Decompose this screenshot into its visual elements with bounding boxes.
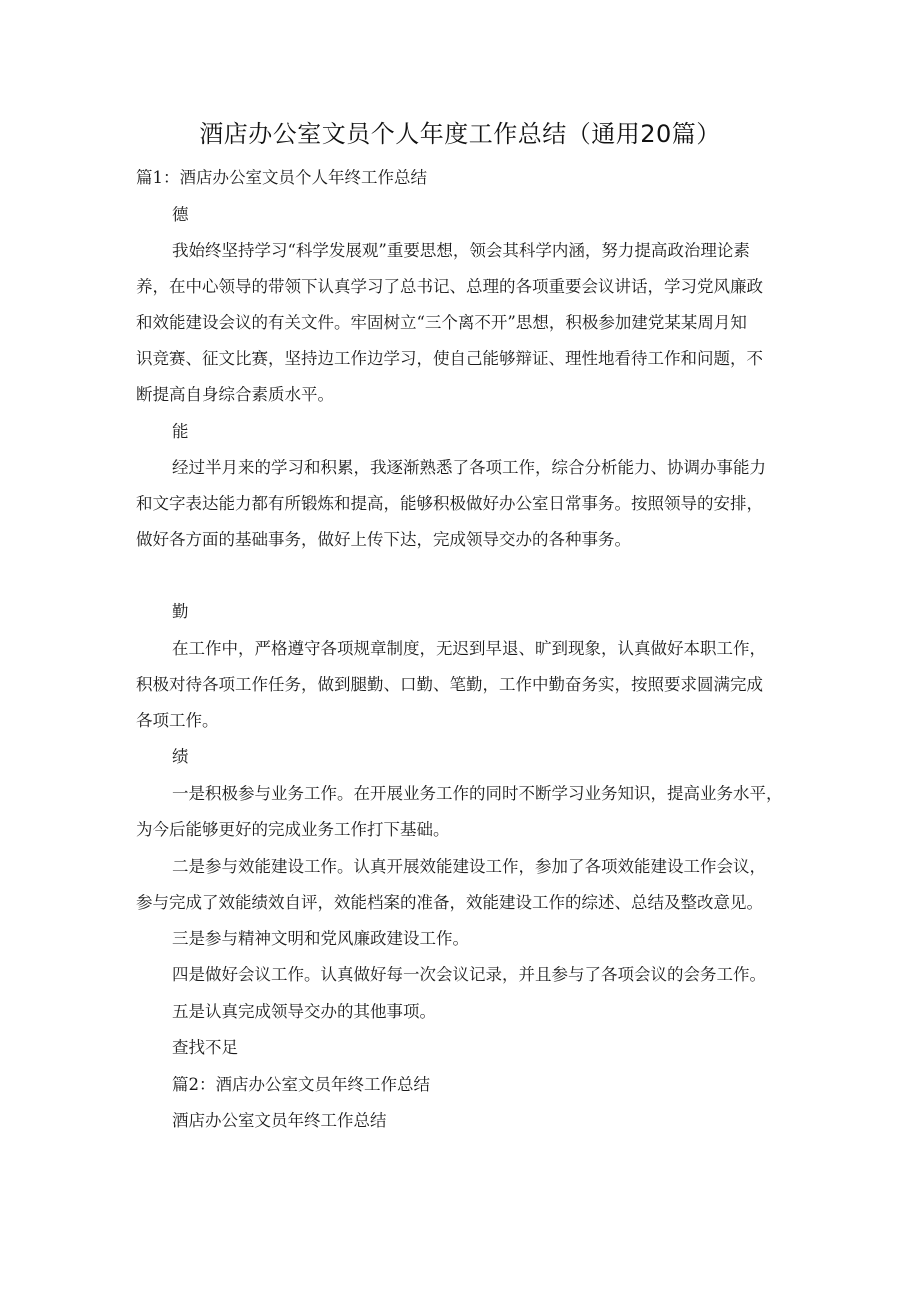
document-title: 酒店办公室文员个人年度工作总结（通用20篇） bbox=[199, 120, 721, 148]
section-1-heading: 篇1：酒店办公室文员个人年终工作总结 bbox=[136, 168, 427, 187]
neng-paragraph-line: 和文字表达能力都有所锻炼和提高，能够积极做好办公室日常事务。按照领导的安排， bbox=[136, 494, 763, 513]
ji-item-1-line: 一是积极参与业务工作。在开展业务工作的同时不断学习业务知识，提高业务水平， bbox=[172, 784, 783, 803]
neng-heading: 能 bbox=[172, 422, 189, 441]
ji-item-1-line: 为今后能够更好的完成业务工作打下基础。 bbox=[136, 820, 450, 839]
de-heading: 德 bbox=[172, 205, 189, 224]
qin-paragraph-line: 在工作中，严格遵守各项规章制度，无迟到早退、旷到现象，认真做好本职工作， bbox=[172, 639, 766, 658]
neng-paragraph-line: 经过半月来的学习和积累，我逐渐熟悉了各项工作，综合分析能力、协调办事能力 bbox=[172, 458, 766, 477]
de-paragraph-line: 养，在中心领导的带领下认真学习了总书记、总理的各项重要会议讲话，学习党风廉政 bbox=[136, 277, 763, 296]
ji-item-5: 五是认真完成领导交办的其他事项。 bbox=[172, 1002, 436, 1021]
qin-heading: 勤 bbox=[172, 602, 189, 621]
de-paragraph-line: 识竞赛、征文比赛，坚持边工作边学习，使自己能够辩证、理性地看待工作和问题，不 bbox=[136, 349, 763, 368]
ji-heading: 绩 bbox=[172, 747, 189, 766]
section-2-subtitle: 酒店办公室文员年终工作总结 bbox=[172, 1111, 387, 1130]
ji-item-2-line: 二是参与效能建设工作。认真开展效能建设工作，参加了各项效能建设工作会议， bbox=[172, 857, 766, 876]
qin-paragraph-line: 积极对待各项工作任务，做到腿勤、口勤、笔勤，工作中勤奋务实，按照要求圆满完成 bbox=[136, 675, 763, 694]
section-2-heading: 篇2：酒店办公室文员年终工作总结 bbox=[172, 1075, 430, 1094]
qin-paragraph-line: 各项工作。 bbox=[136, 711, 219, 730]
de-paragraph-line: 我始终坚持学习“科学发展观”重要思想，领会其科学内涵，努力提高政治理论素 bbox=[172, 241, 750, 260]
ji-item-4: 四是做好会议工作。认真做好每一次会议记录，并且参与了各项会议的会务工作。 bbox=[172, 965, 766, 984]
ji-item-3: 三是参与精神文明和党风廉政建设工作。 bbox=[172, 929, 469, 948]
neng-paragraph-line: 做好各方面的基础事务，做好上传下达，完成领导交办的各种事务。 bbox=[136, 530, 631, 549]
de-paragraph-line: 断提高自身综合素质水平。 bbox=[136, 385, 334, 404]
de-paragraph-line: 和效能建设会议的有关文件。牢固树立“三个离不开”思想，积极参加建党某某周月知 bbox=[136, 313, 747, 332]
shortcoming-heading: 查找不足 bbox=[172, 1038, 238, 1057]
ji-item-2-line: 参与完成了效能绩效自评，效能档案的准备，效能建设工作的综述、总结及整改意见。 bbox=[136, 893, 763, 912]
